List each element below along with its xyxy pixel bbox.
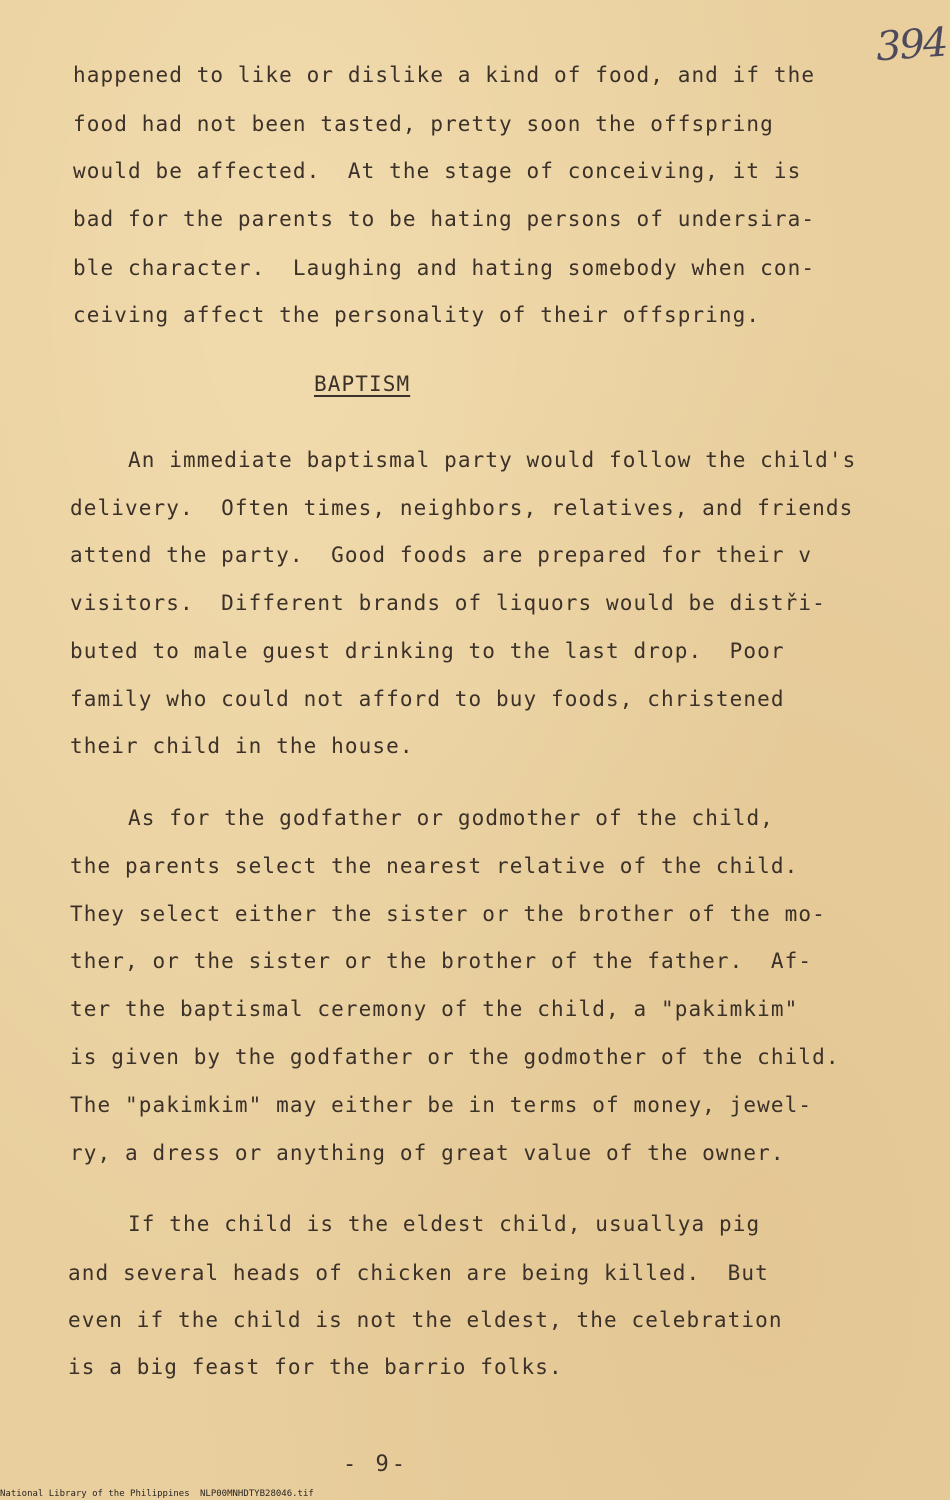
text-line: delivery. Often times, neighbors, relatives, and friends <box>70 496 854 520</box>
section-heading: BAPTISM <box>314 372 411 396</box>
text-line: ry, a dress or anything of great value of the owner. <box>70 1141 785 1165</box>
text-line: family who could not afford to buy foods, christened <box>70 687 785 711</box>
text-line: their child in the house. <box>70 734 414 758</box>
text-line: An immediate baptismal party would follow the child's <box>128 448 857 472</box>
text-line: would be affected. At the stage of conceiving, it is <box>73 159 802 183</box>
text-line: If the child is the eldest child, usuallya pig <box>128 1212 761 1236</box>
text-line: food had not been tasted, pretty soon the offspring <box>73 112 774 136</box>
text-line: happened to like or dislike a kind of food, and if the <box>73 63 816 87</box>
text-line: As for the godfather or godmother of the child, <box>128 806 774 830</box>
handwritten-page-number: 394 <box>874 19 948 71</box>
text-line: buted to male guest drinking to the last drop. Poor <box>70 639 785 663</box>
text-line: is given by the godfather or the godmother of the child. <box>70 1045 840 1069</box>
text-line: ble character. Laughing and hating somebody when con- <box>73 256 816 280</box>
page-number: - 9- <box>343 1452 408 1477</box>
text-line: visitors. Different brands of liquors would be distři- <box>70 591 826 615</box>
text-line: ther, or the sister or the brother of the father. Af- <box>70 949 813 973</box>
text-line: ter the baptismal ceremony of the child, a "pakimkim" <box>70 997 799 1021</box>
text-line: The "pakimkim" may either be in terms of money, jewel- <box>70 1093 813 1117</box>
text-line: They select either the sister or the brother of the mo- <box>70 902 826 926</box>
text-line: even if the child is not the eldest, the celebration <box>68 1308 783 1332</box>
text-line: is a big feast for the barrio folks. <box>68 1355 563 1379</box>
library-credit: National Library of the Philippines <box>0 1489 190 1499</box>
text-line: and several heads of chicken are being killed. But <box>68 1261 769 1285</box>
scan-footer <box>0 1488 950 1500</box>
text-line: attend the party. Good foods are prepared for their v <box>70 543 813 567</box>
text-line: bad for the parents to be hating persons of undersira- <box>73 207 816 231</box>
text-line: the parents select the nearest relative of the child. <box>70 854 799 878</box>
scan-filename: NLP00MNHDTYB28046.tif <box>200 1489 314 1499</box>
text-line: ceiving affect the personality of their offspring. <box>73 303 761 327</box>
